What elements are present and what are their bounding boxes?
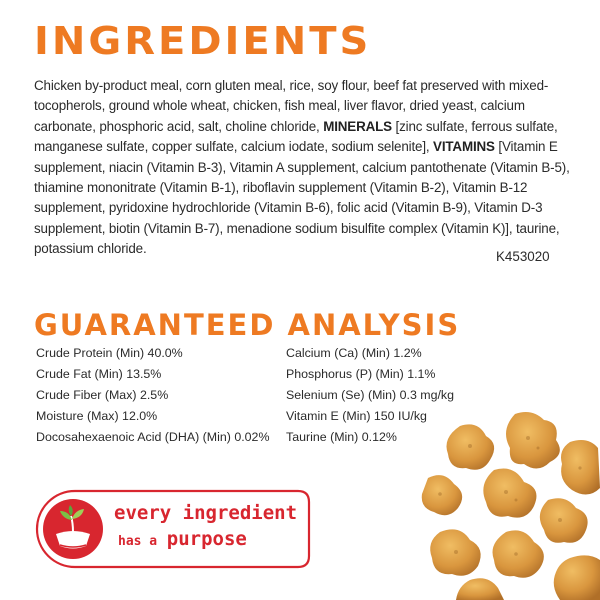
ingredients-heading: INGREDIENTS	[34, 20, 372, 64]
minerals-label: MINERALS	[323, 118, 392, 134]
badge-line2	[118, 528, 247, 550]
analysis-left-column	[36, 346, 269, 451]
analysis-item: Docosahexaenoic Acid (DHA) (Min) 0.02%	[36, 430, 270, 444]
analysis-item: Calcium (Ca) (Min) 1.2%	[286, 346, 422, 360]
analysis-item: Crude Fiber (Max) 2.5%	[36, 388, 169, 402]
analysis-item: Vitamin E (Min) 150 IU/kg	[286, 409, 427, 423]
badge-line2-small: has a	[118, 534, 158, 549]
analysis-item: Taurine (Min) 0.12%	[286, 430, 397, 444]
analysis-item: Moisture (Max) 12.0%	[36, 409, 158, 423]
analysis-item: Crude Protein (Min) 40.0%	[36, 346, 183, 360]
ingredients-text	[34, 76, 574, 260]
ingredients-part3: [Vitamin E supplement, niacin (Vitamin B-3), Vitamin A supplement, calcium pantothenate (Vitamin B-5), thiamine mononitrate (Vitamin B-1), riboflavin supplement (Vitamin B-2), Vitamin B-12 supplement, pyridoxine hydrochloride (Vitamin B-6), folic acid (Vitamin B-9), Vitamin D-3 supplement, biotin (Vitamin B-7), menadione sodium bisulfite complex (Vitamin K)], taurine, potassium chloride.	[34, 139, 570, 257]
analysis-heading: GUARANTEED ANALYSIS	[34, 308, 461, 342]
food-bowl-with-sprout-icon	[43, 499, 103, 559]
ingredients-part1: Chicken by-product meal, corn gluten meal, rice, soy flour, beef fat preserved with mixed-tocopherols, ground whole wheat, chicken, fish meal, liver flavor, dried yeast, calcium carbonate, phosphoric acid, salt, choline chloride,	[34, 78, 549, 134]
badge-line1: every ingredient	[114, 502, 298, 524]
ingredients-part2: [zinc sulfate, ferrous sulfate, manganese sulfate, copper sulfate, calcium iodate, sodium selenite],	[34, 118, 558, 155]
badge-line2-large: purpose	[166, 528, 247, 550]
kibble-image	[420, 408, 600, 600]
analysis-item: Selenium (Se) (Min) 0.3 mg/kg	[286, 388, 455, 402]
lot-code: K453020	[496, 249, 550, 264]
every-ingredient-badge	[34, 488, 312, 570]
analysis-item: Phosphorus (P) (Min) 1.1%	[286, 367, 436, 381]
vitamins-label: VITAMINS	[433, 139, 495, 155]
analysis-item: Crude Fat (Min) 13.5%	[36, 367, 162, 381]
